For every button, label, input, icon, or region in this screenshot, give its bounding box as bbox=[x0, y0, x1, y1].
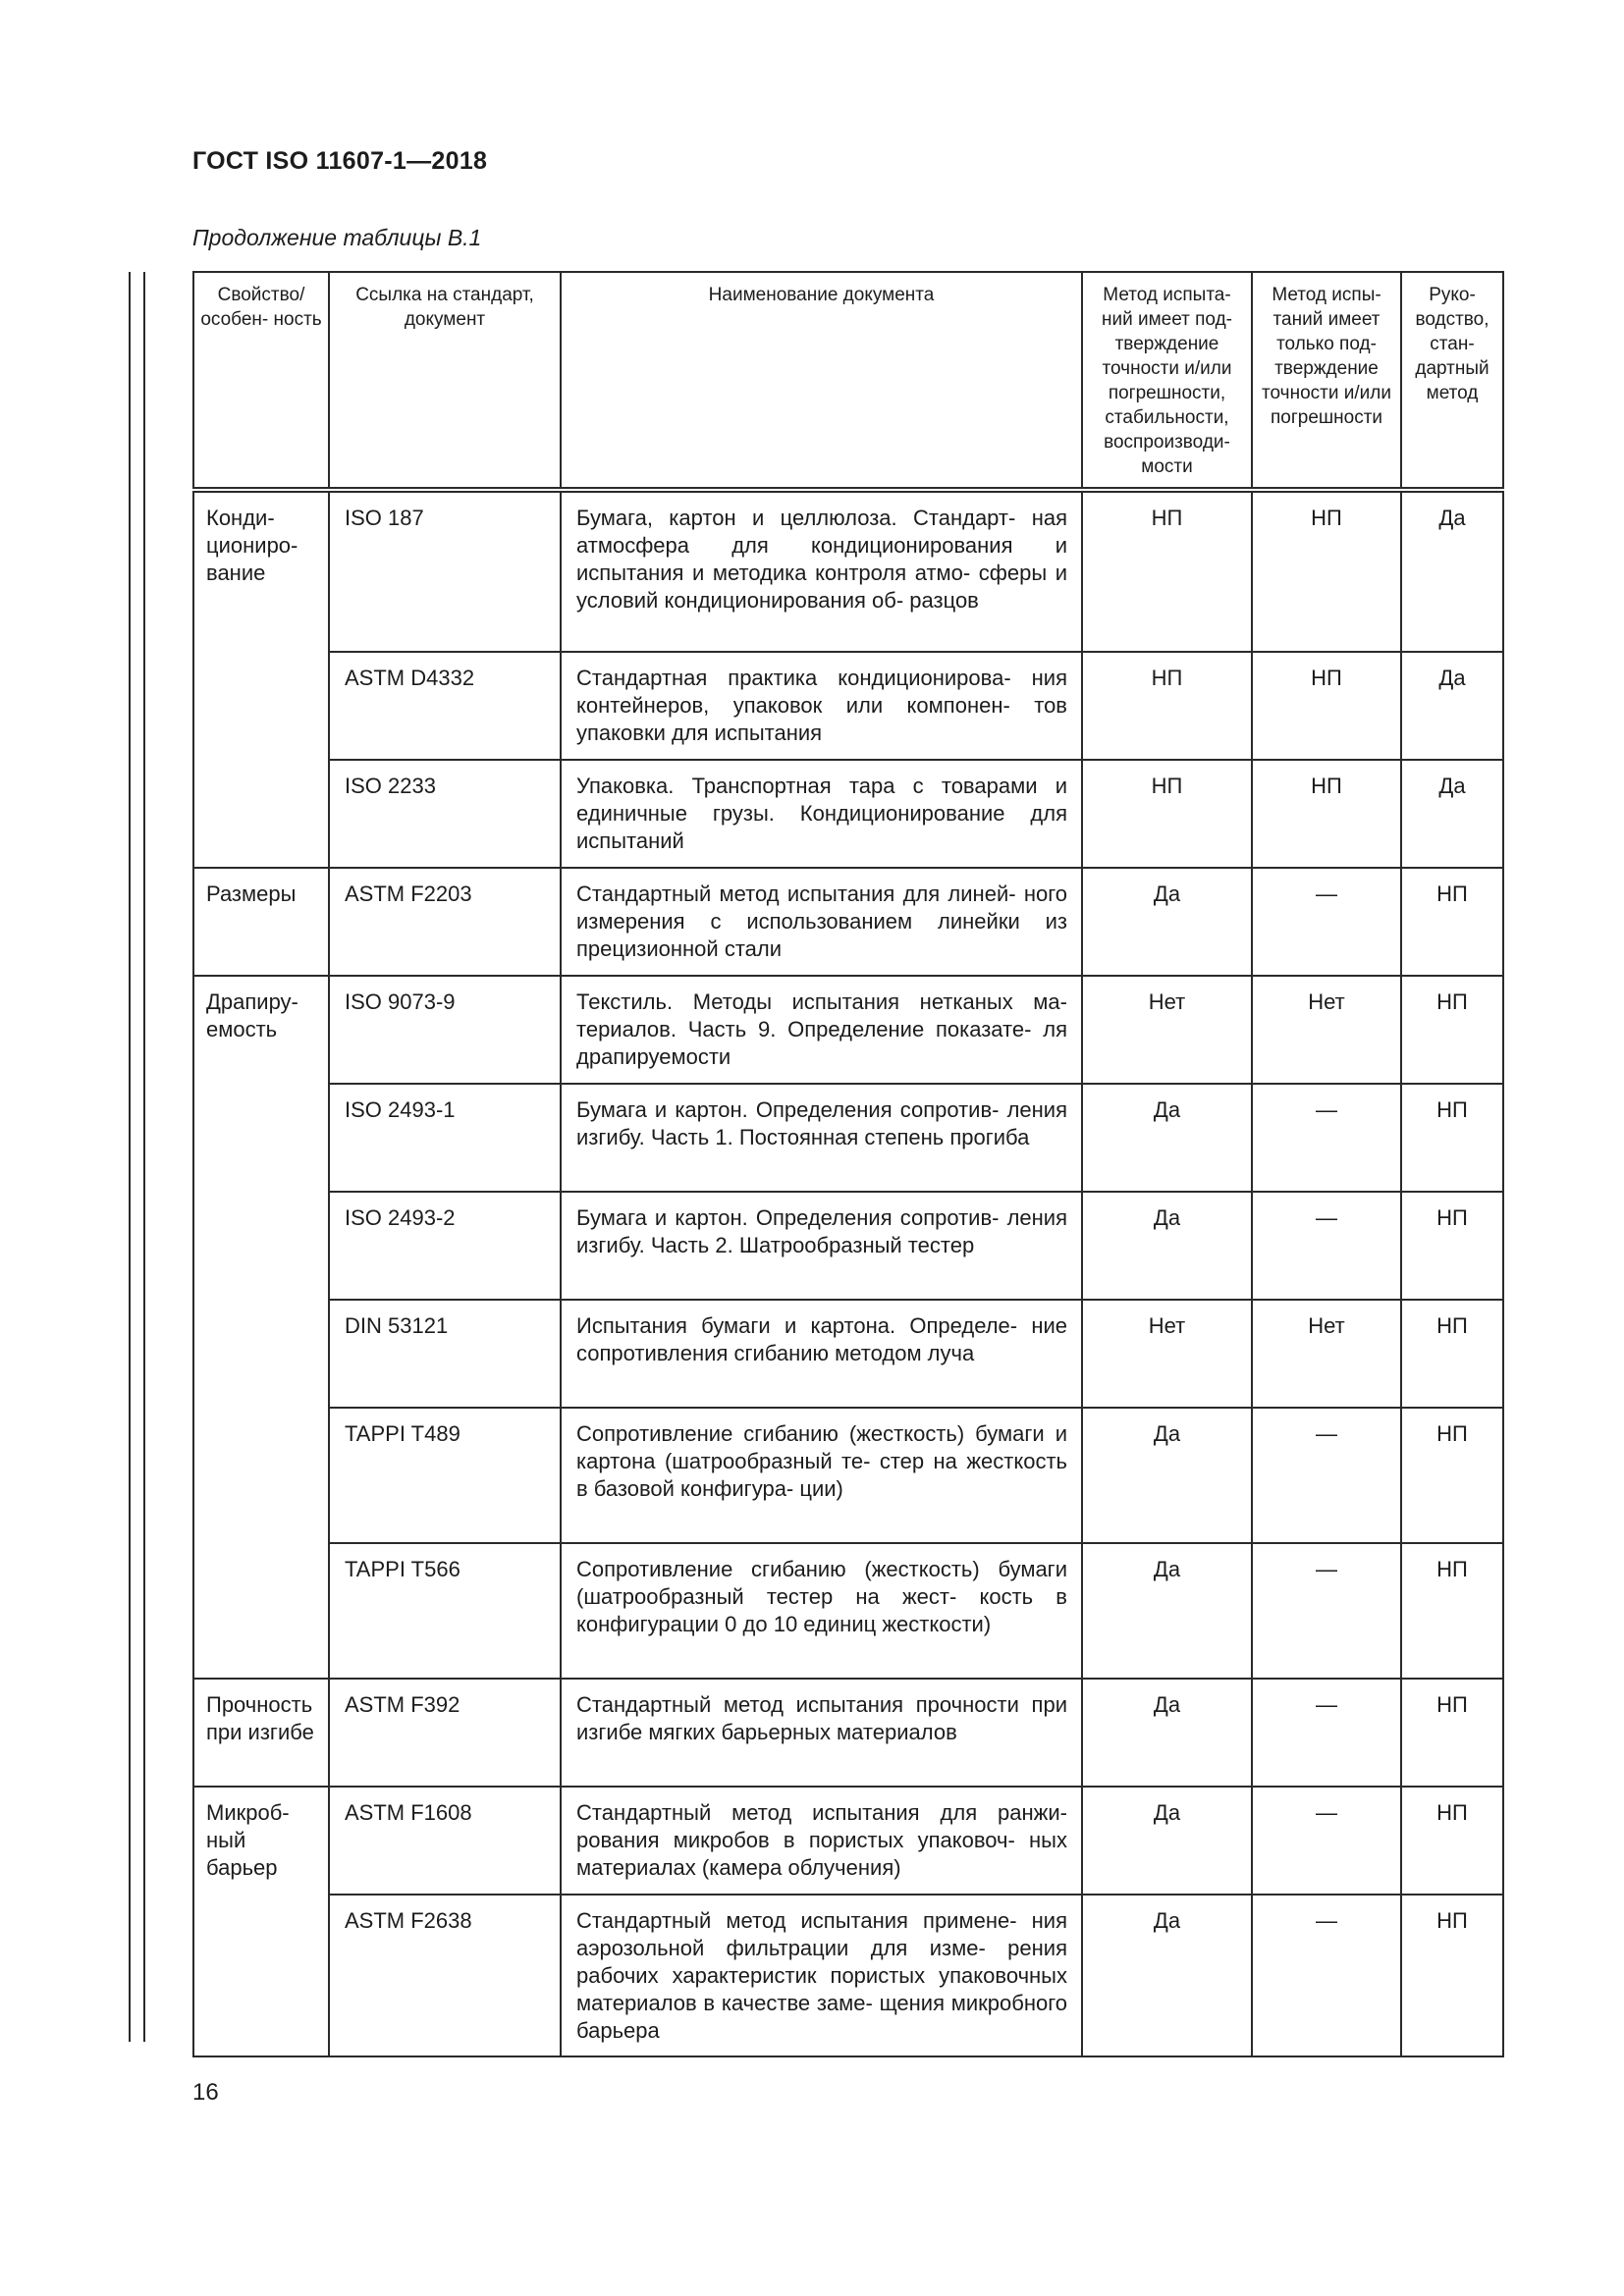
full-validation-cell: НП bbox=[1082, 490, 1252, 652]
full-validation-cell: Нет bbox=[1082, 1300, 1252, 1408]
full-validation-cell: Да bbox=[1082, 1408, 1252, 1543]
guideline-cell: НП bbox=[1401, 1192, 1503, 1300]
accuracy-only-cell: — bbox=[1252, 1787, 1401, 1895]
guideline-cell: НП bbox=[1401, 1084, 1503, 1192]
full-validation-cell: Да bbox=[1082, 1543, 1252, 1679]
accuracy-only-cell: НП bbox=[1252, 760, 1401, 868]
guideline-cell: Да bbox=[1401, 652, 1503, 760]
table-row bbox=[193, 490, 1503, 652]
table-row bbox=[193, 1895, 1503, 2056]
document-name-cell: Сопротивление сгибанию (жесткость) бумаги и картона (шатрообразный те- стер на жесткость в базовой конфигура- ции) bbox=[561, 1408, 1082, 1543]
reference-cell: ASTM F392 bbox=[329, 1679, 561, 1787]
reference-cell: ASTM D4332 bbox=[329, 652, 561, 760]
guideline-cell: Да bbox=[1401, 760, 1503, 868]
revision-bar-inner bbox=[143, 272, 145, 2042]
guideline-cell: НП bbox=[1401, 1679, 1503, 1787]
table-row bbox=[193, 976, 1503, 1084]
table-row bbox=[193, 1084, 1503, 1192]
column-header-guideline: Руко- водство, стан- дартный метод bbox=[1401, 272, 1503, 490]
document-name-cell: Стандартный метод испытания примене- ния аэрозольной фильтрации для изме- рения рабочих характеристик пористых упаковочных материалов в качестве заме- щения микробного барьера bbox=[561, 1895, 1082, 2056]
document-title: ГОСТ ISO 11607-1—2018 bbox=[192, 147, 488, 175]
reference-cell: ISO 9073-9 bbox=[329, 976, 561, 1084]
revision-bar-outer bbox=[129, 272, 131, 2042]
accuracy-only-cell: — bbox=[1252, 1192, 1401, 1300]
accuracy-only-cell: Нет bbox=[1252, 976, 1401, 1084]
guideline-cell: НП bbox=[1401, 1300, 1503, 1408]
table-row bbox=[193, 1300, 1503, 1408]
reference-cell: TAPPI T566 bbox=[329, 1543, 561, 1679]
full-validation-cell: Да bbox=[1082, 1679, 1252, 1787]
column-header-accuracy-only: Метод испы- таний имеет только под- тверждение точности и/или погрешности bbox=[1252, 272, 1401, 490]
guideline-cell: НП bbox=[1401, 1895, 1503, 2056]
reference-cell: TAPPI T489 bbox=[329, 1408, 561, 1543]
guideline-cell: НП bbox=[1401, 1787, 1503, 1895]
table-row bbox=[193, 1679, 1503, 1787]
table-row bbox=[193, 652, 1503, 760]
accuracy-only-cell: НП bbox=[1252, 490, 1401, 652]
reference-cell: ASTM F2638 bbox=[329, 1895, 561, 2056]
table-row bbox=[193, 1192, 1503, 1300]
reference-cell: DIN 53121 bbox=[329, 1300, 561, 1408]
guideline-cell: НП bbox=[1401, 868, 1503, 976]
accuracy-only-cell: — bbox=[1252, 1543, 1401, 1679]
reference-cell: ASTM F1608 bbox=[329, 1787, 561, 1895]
reference-cell: ISO 187 bbox=[329, 490, 561, 652]
table-row bbox=[193, 760, 1503, 868]
table-row bbox=[193, 1787, 1503, 1895]
document-name-cell: Бумага и картон. Определения сопротив- ления изгибу. Часть 2. Шатрообразный тестер bbox=[561, 1192, 1082, 1300]
full-validation-cell: Да bbox=[1082, 868, 1252, 976]
table-row bbox=[193, 868, 1503, 976]
document-name-cell: Стандартная практика кондиционирова- ния контейнеров, упаковок или компонен- тов упаковки для испытания bbox=[561, 652, 1082, 760]
full-validation-cell: Нет bbox=[1082, 976, 1252, 1084]
guideline-cell: Да bbox=[1401, 490, 1503, 652]
full-validation-cell: Да bbox=[1082, 1895, 1252, 2056]
property-cell: Конди- циониро- вание bbox=[193, 490, 329, 868]
document-name-cell: Упаковка. Транспортная тара с товарами и единичные грузы. Кондиционирование для испытаний bbox=[561, 760, 1082, 868]
accuracy-only-cell: — bbox=[1252, 1895, 1401, 2056]
full-validation-cell: НП bbox=[1082, 760, 1252, 868]
property-cell: Микроб- ный барьер bbox=[193, 1787, 329, 2056]
document-name-cell: Текстиль. Методы испытания нетканых ма- териалов. Часть 9. Определение показате- ля драпируемости bbox=[561, 976, 1082, 1084]
property-cell: Размеры bbox=[193, 868, 329, 976]
accuracy-only-cell: — bbox=[1252, 1408, 1401, 1543]
reference-cell: ISO 2233 bbox=[329, 760, 561, 868]
table-row bbox=[193, 1408, 1503, 1543]
document-name-cell: Бумага и картон. Определения сопротив- ления изгибу. Часть 1. Постоянная степень прогиба bbox=[561, 1084, 1082, 1192]
column-header-full-validation: Метод испыта- ний имеет под- тверждение точности и/или погрешности, стабильности, воспроизводи- мости bbox=[1082, 272, 1252, 490]
accuracy-only-cell: НП bbox=[1252, 652, 1401, 760]
accuracy-only-cell: — bbox=[1252, 1679, 1401, 1787]
property-cell: Драпиру- емость bbox=[193, 976, 329, 1679]
full-validation-cell: Да bbox=[1082, 1192, 1252, 1300]
reference-cell: ASTM F2203 bbox=[329, 868, 561, 976]
table-row bbox=[193, 1543, 1503, 1679]
guideline-cell: НП bbox=[1401, 976, 1503, 1084]
document-name-cell: Испытания бумаги и картона. Определе- ние сопротивления сгибанию методом луча bbox=[561, 1300, 1082, 1408]
table-header-row bbox=[193, 272, 1503, 490]
accuracy-only-cell: — bbox=[1252, 1084, 1401, 1192]
accuracy-only-cell: — bbox=[1252, 868, 1401, 976]
reference-cell: ISO 2493-2 bbox=[329, 1192, 561, 1300]
column-header-document-name: Наименование документа bbox=[561, 272, 1082, 490]
document-name-cell: Стандартный метод испытания для линей- ного измерения с использованием линейки из прецизионной стали bbox=[561, 868, 1082, 976]
full-validation-cell: НП bbox=[1082, 652, 1252, 760]
full-validation-cell: Да bbox=[1082, 1787, 1252, 1895]
accuracy-only-cell: Нет bbox=[1252, 1300, 1401, 1408]
document-name-cell: Сопротивление сгибанию (жесткость) бумаги (шатрообразный тестер на жест- кость в конфигурации 0 до 10 единиц жесткости) bbox=[561, 1543, 1082, 1679]
column-header-reference: Ссылка на стандарт, документ bbox=[329, 272, 561, 490]
document-name-cell: Стандартный метод испытания для ранжи- рования микробов в пористых упаковоч- ных материалах (камера облучения) bbox=[561, 1787, 1082, 1895]
document-name-cell: Стандартный метод испытания прочности при изгибе мягких барьерных материалов bbox=[561, 1679, 1082, 1787]
guideline-cell: НП bbox=[1401, 1408, 1503, 1543]
document-name-cell: Бумага, картон и целлюлоза. Стандарт- ная атмосфера для кондиционирования и испытания и методика контроля атмо- сферы и условий кондиционирования об- разцов bbox=[561, 490, 1082, 652]
page-number: 16 bbox=[192, 2079, 219, 2106]
column-header-property: Свойство/ особен- ность bbox=[193, 272, 329, 490]
full-validation-cell: Да bbox=[1082, 1084, 1252, 1192]
property-cell: Прочность при изгибе bbox=[193, 1679, 329, 1787]
guideline-cell: НП bbox=[1401, 1543, 1503, 1679]
table-caption: Продолжение таблицы B.1 bbox=[192, 225, 482, 250]
standards-table bbox=[192, 271, 1504, 2057]
reference-cell: ISO 2493-1 bbox=[329, 1084, 561, 1192]
